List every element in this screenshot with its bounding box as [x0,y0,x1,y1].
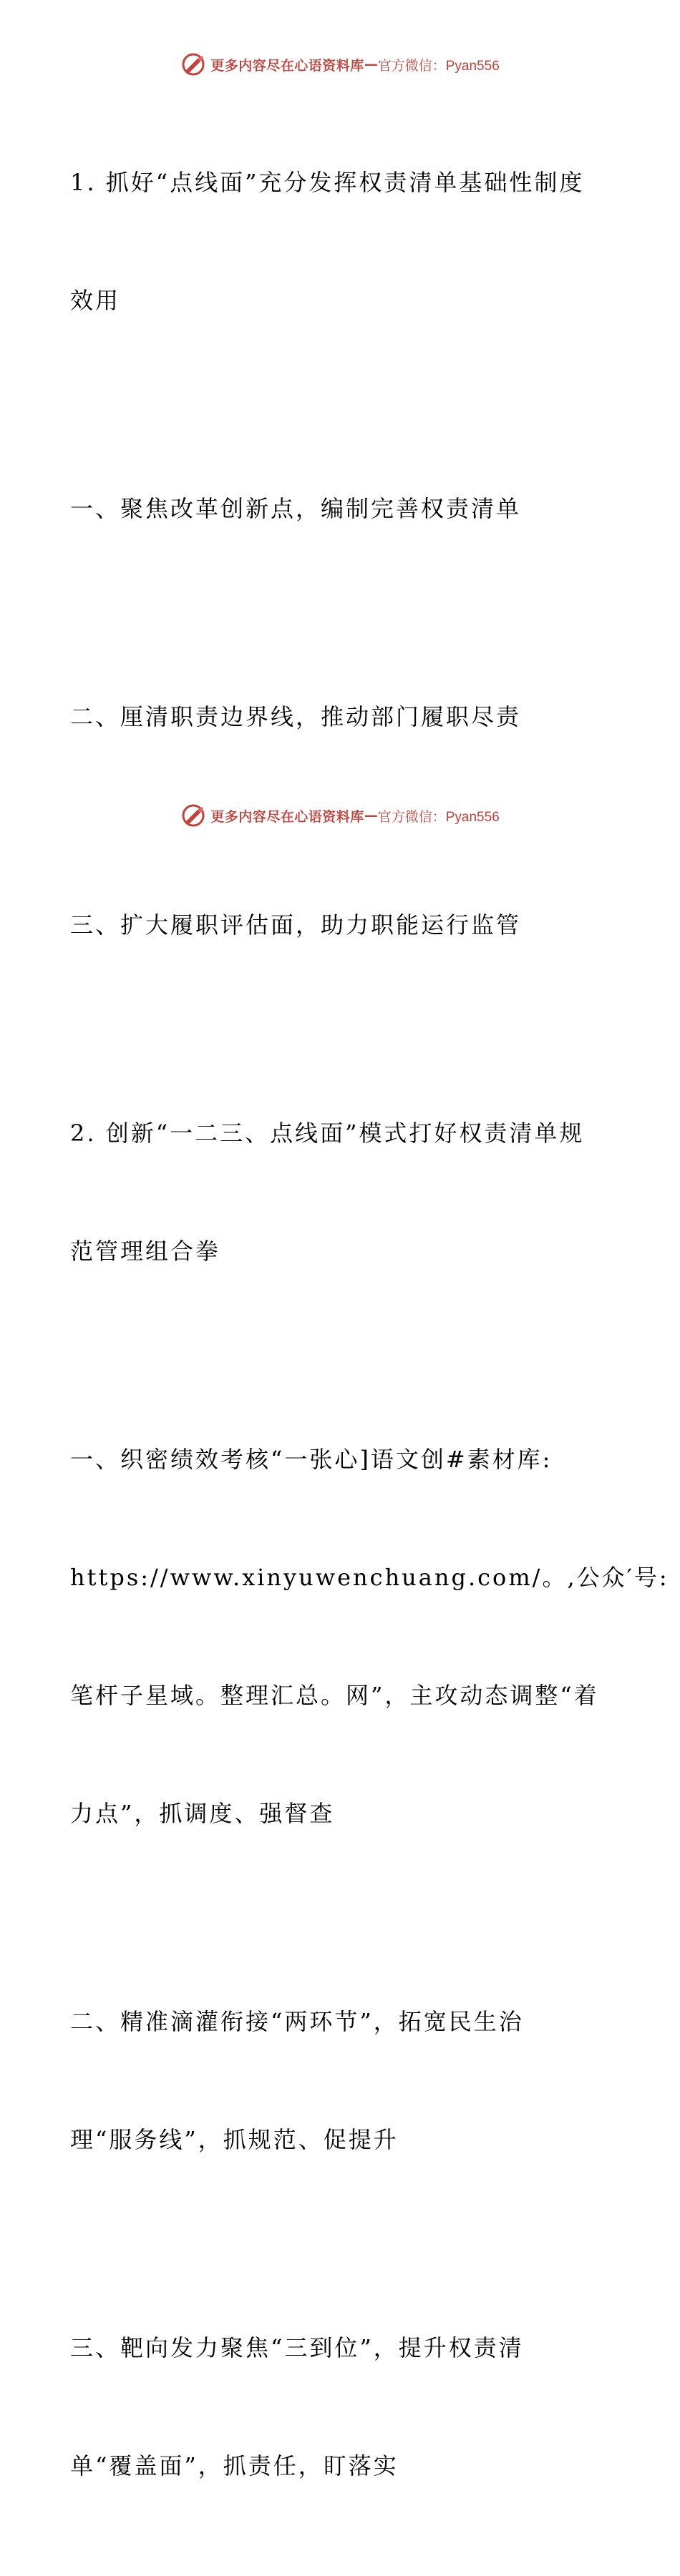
header-wechat-text: 官方微信：Pyan556 [377,58,500,74]
paragraph-line: 范管理组合拳 [70,1238,221,1265]
pen-logo-icon [180,803,206,828]
paragraph-line: 一、聚焦改革创新点，编制完善权责清单 [70,495,522,522]
document-body [70,84,669,2576]
paragraph-1 [70,84,614,399]
paragraph-line: 力点”，抓调度、强督查 [70,1800,335,1827]
paragraph-line: 理“服务线”，抓规范、促提升 [70,2126,399,2153]
header-watermark [0,50,680,79]
paragraph-line: 二、精准滴灌衔接“两环节”，拓宽民生治 [70,2008,524,2035]
pen-logo-icon [180,52,206,77]
paragraph-line: 1. 抓好“点线面”充分发挥权责清单基础性制度 [70,169,585,196]
paragraph-line: https://www.xinyuwenchuang.com/。,公众′号: [70,1564,669,1591]
footer-watermark [0,801,680,830]
paragraph-8 [70,2250,614,2565]
footer-wechat-text: 官方微信：Pyan556 [377,809,500,825]
paragraph-line: 二、厘清职责边界线，推动部门履职尽责 [70,703,522,730]
paragraph-line: 效用 [70,287,121,314]
paragraph-6 [70,1361,669,1912]
header-brand-text: 更多内容尽在心语资料库 [210,57,364,74]
header-dash: — [364,57,378,72]
paragraph-line: 2. 创新“一二三、点线面”模式打好权责清单规 [70,1120,585,1147]
paragraph-4 [70,827,614,1024]
paragraph-2 [70,411,614,607]
paragraph-line: 笔杆子星域。整理汇总。网”，主攻动态调整“着 [70,1682,599,1709]
footer-dash: — [364,808,378,823]
paragraph-5 [70,1035,614,1350]
paragraph-line: 三、靶向发力聚焦“三到位”，提升权责清 [70,2334,524,2361]
paragraph-line: 三、扩大履职评估面，助力职能运行监管 [70,911,522,939]
paragraph-line: 单“覆盖面”，抓责任，盯落实 [70,2452,399,2479]
paragraph-line: 一、织密绩效考核“一张心]语文创#素材库: [70,1446,553,1473]
footer-brand-text: 更多内容尽在心语资料库 [210,808,364,825]
paragraph-3 [70,619,614,816]
paragraph-7 [70,1924,614,2238]
